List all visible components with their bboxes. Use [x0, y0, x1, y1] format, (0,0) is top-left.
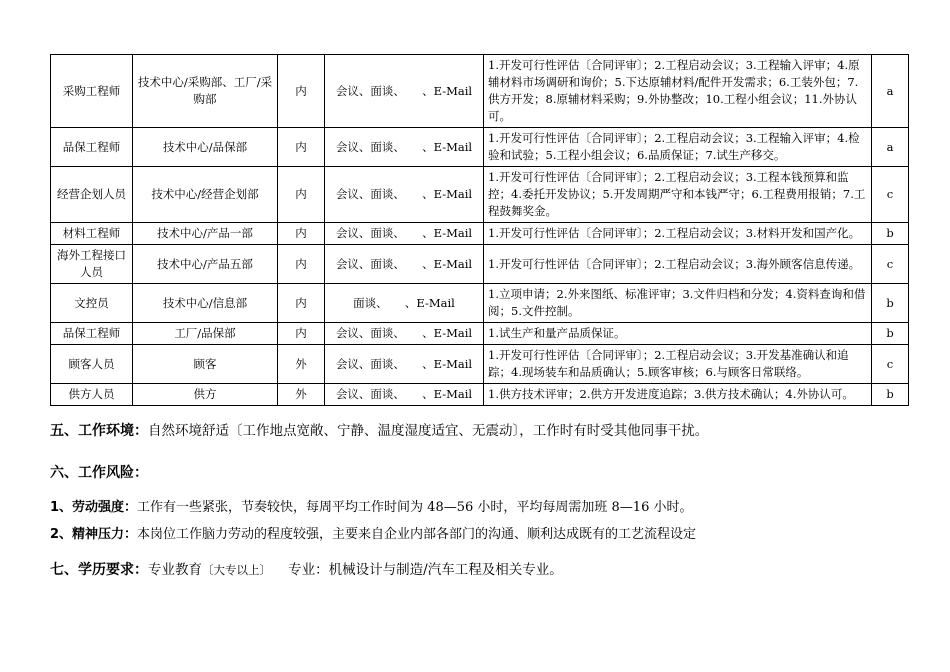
- work-environment: [50, 419, 708, 440]
- cell-method: 会议、面谈、 、E-Mail: [325, 55, 484, 128]
- education-heading: 七、学历要求：: [50, 562, 148, 578]
- cell-dept: 技术中心/产品一部: [133, 223, 278, 245]
- labor-intensity: [50, 496, 692, 515]
- cell-role: 采购工程师: [51, 55, 133, 128]
- cell-dept: 技术中心/产品五部: [133, 245, 278, 284]
- mental-pressure-text: 本岗位工作脑力劳动的程度较强，主要来自企业内部各部门的沟通、顺利达成既有的工艺流程设定: [137, 527, 697, 542]
- cell-scope: 内: [278, 284, 325, 323]
- cell-level: b: [872, 223, 909, 245]
- education-requirement: [50, 558, 563, 579]
- cell-dept: 技术中心/信息部: [133, 284, 278, 323]
- table-row: [51, 167, 909, 223]
- work-risk-heading: 六、工作风险：: [50, 465, 148, 481]
- cell-dept: 技术中心/采购部、工厂/采购部: [133, 55, 278, 128]
- table-row: [51, 223, 909, 245]
- cell-content: 1.试生产和量产品质保证。: [484, 323, 872, 345]
- labor-intensity-label: 1、劳动强度：: [50, 500, 138, 515]
- cell-method: 会议、面谈、 、E-Mail: [325, 167, 484, 223]
- cell-role: 海外工程接口人员: [51, 245, 133, 284]
- cell-dept: 技术中心/经营企划部: [133, 167, 278, 223]
- cell-role: 品保工程师: [51, 323, 133, 345]
- cell-level: a: [872, 55, 909, 128]
- cell-role: 品保工程师: [51, 128, 133, 167]
- cell-scope: 外: [278, 345, 325, 384]
- table-row: [51, 245, 909, 284]
- cell-role: 文控员: [51, 284, 133, 323]
- cell-dept: 顾客: [133, 345, 278, 384]
- table-row: [51, 323, 909, 345]
- contacts-table: [50, 54, 909, 406]
- cell-level: b: [872, 284, 909, 323]
- cell-dept: 技术中心/品保部: [133, 128, 278, 167]
- cell-method: 会议、面谈、 、E-Mail: [325, 323, 484, 345]
- cell-content: 1.供方技术评审；2.供方开发进度追踪；3.供方技术确认；4.外协认可。: [484, 384, 872, 406]
- cell-method: 面谈、 、E-Mail: [325, 284, 484, 323]
- cell-level: c: [872, 167, 909, 223]
- cell-content: 1.开发可行性评估〔合同评审〕；2.工程启动会议；3.材料开发和国产化。: [484, 223, 872, 245]
- cell-level: b: [872, 323, 909, 345]
- cell-level: c: [872, 245, 909, 284]
- cell-role: 材料工程师: [51, 223, 133, 245]
- cell-level: c: [872, 345, 909, 384]
- cell-content: 1.开发可行性评估〔合同评审〕；2.工程启动会议；3.海外顾客信息传递。: [484, 245, 872, 284]
- table-row: [51, 384, 909, 406]
- table-row: [51, 55, 909, 128]
- work-risk-heading-line: [50, 462, 148, 482]
- work-environment-heading: 五、工作环境：: [50, 423, 148, 439]
- mental-pressure-label: 2、精神压力：: [50, 527, 138, 542]
- cell-dept: 供方: [133, 384, 278, 406]
- cell-scope: 内: [278, 223, 325, 245]
- cell-content: 1.开发可行性评估〔合同评审〕；2.工程启动会议；3.工程本钱预算和监控；4.委托开发协议；5.开发周期严守和本钱严守；6.工程费用报销；7.工程鼓舞奖金。: [484, 167, 872, 223]
- cell-scope: 内: [278, 245, 325, 284]
- cell-scope: 内: [278, 55, 325, 128]
- cell-content: 1.开发可行性评估〔合同评审〕；2.工程启动会议；3.工程输入评审；4.原辅材料市场调研和询价；5.下达原辅材料/配件开发需求；6.工装外包；7.供方开发；8.原辅材料采购；9.外协整改；10.工程小组会议；11.外协认可。: [484, 55, 872, 128]
- table-row: [51, 284, 909, 323]
- cell-dept: 工厂/品保部: [133, 323, 278, 345]
- cell-scope: 外: [278, 384, 325, 406]
- cell-content: 1.立项申请；2.外来图纸、标准评审；3.文件归档和分发；4.资料查询和借阅；5.文件控制。: [484, 284, 872, 323]
- education-level-note: 〔大专以上〕: [202, 563, 271, 577]
- cell-content: 1.开发可行性评估〔合同评审〕；2.工程启动会议；3.工程输入评审；4.检验和试验；5.工程小组会议；6.品质保证；7.试生产移交。: [484, 128, 872, 167]
- cell-method: 会议、面谈、 、E-Mail: [325, 128, 484, 167]
- cell-method: 会议、面谈、 、E-Mail: [325, 345, 484, 384]
- cell-method: 会议、面谈、 、E-Mail: [325, 223, 484, 245]
- cell-method: 会议、面谈、 、E-Mail: [325, 384, 484, 406]
- education-level: 专业教育: [148, 562, 202, 578]
- labor-intensity-text: 工作有一些紧张，节奏较快，每周平均工作时间为 48—56 小时，平均每周需加班 8—16 小时。: [137, 500, 693, 515]
- cell-level: b: [872, 384, 909, 406]
- table-row: [51, 345, 909, 384]
- cell-scope: 内: [278, 323, 325, 345]
- cell-role: 经营企划人员: [51, 167, 133, 223]
- cell-level: a: [872, 128, 909, 167]
- education-major: 专业：机械设计与制造/汽车工程及相关专业。: [288, 562, 563, 578]
- cell-content: 1.开发可行性评估〔合同评审〕；2.工程启动会议；3.开发基准确认和追踪；4.现场装车和品质确认；5.顾客审核；6.与顾客日常联络。: [484, 345, 872, 384]
- cell-method: 会议、面谈、 、E-Mail: [325, 245, 484, 284]
- work-environment-text: 自然环境舒适〔工作地点宽敞、宁静、温度湿度适宜、无震动〕，工作时有时受其他同事干扰。: [148, 423, 709, 439]
- contacts-table-body: [51, 55, 909, 406]
- mental-pressure: [50, 523, 696, 542]
- cell-scope: 内: [278, 167, 325, 223]
- table-row: [51, 128, 909, 167]
- cell-role: 供方人员: [51, 384, 133, 406]
- cell-scope: 内: [278, 128, 325, 167]
- cell-role: 顾客人员: [51, 345, 133, 384]
